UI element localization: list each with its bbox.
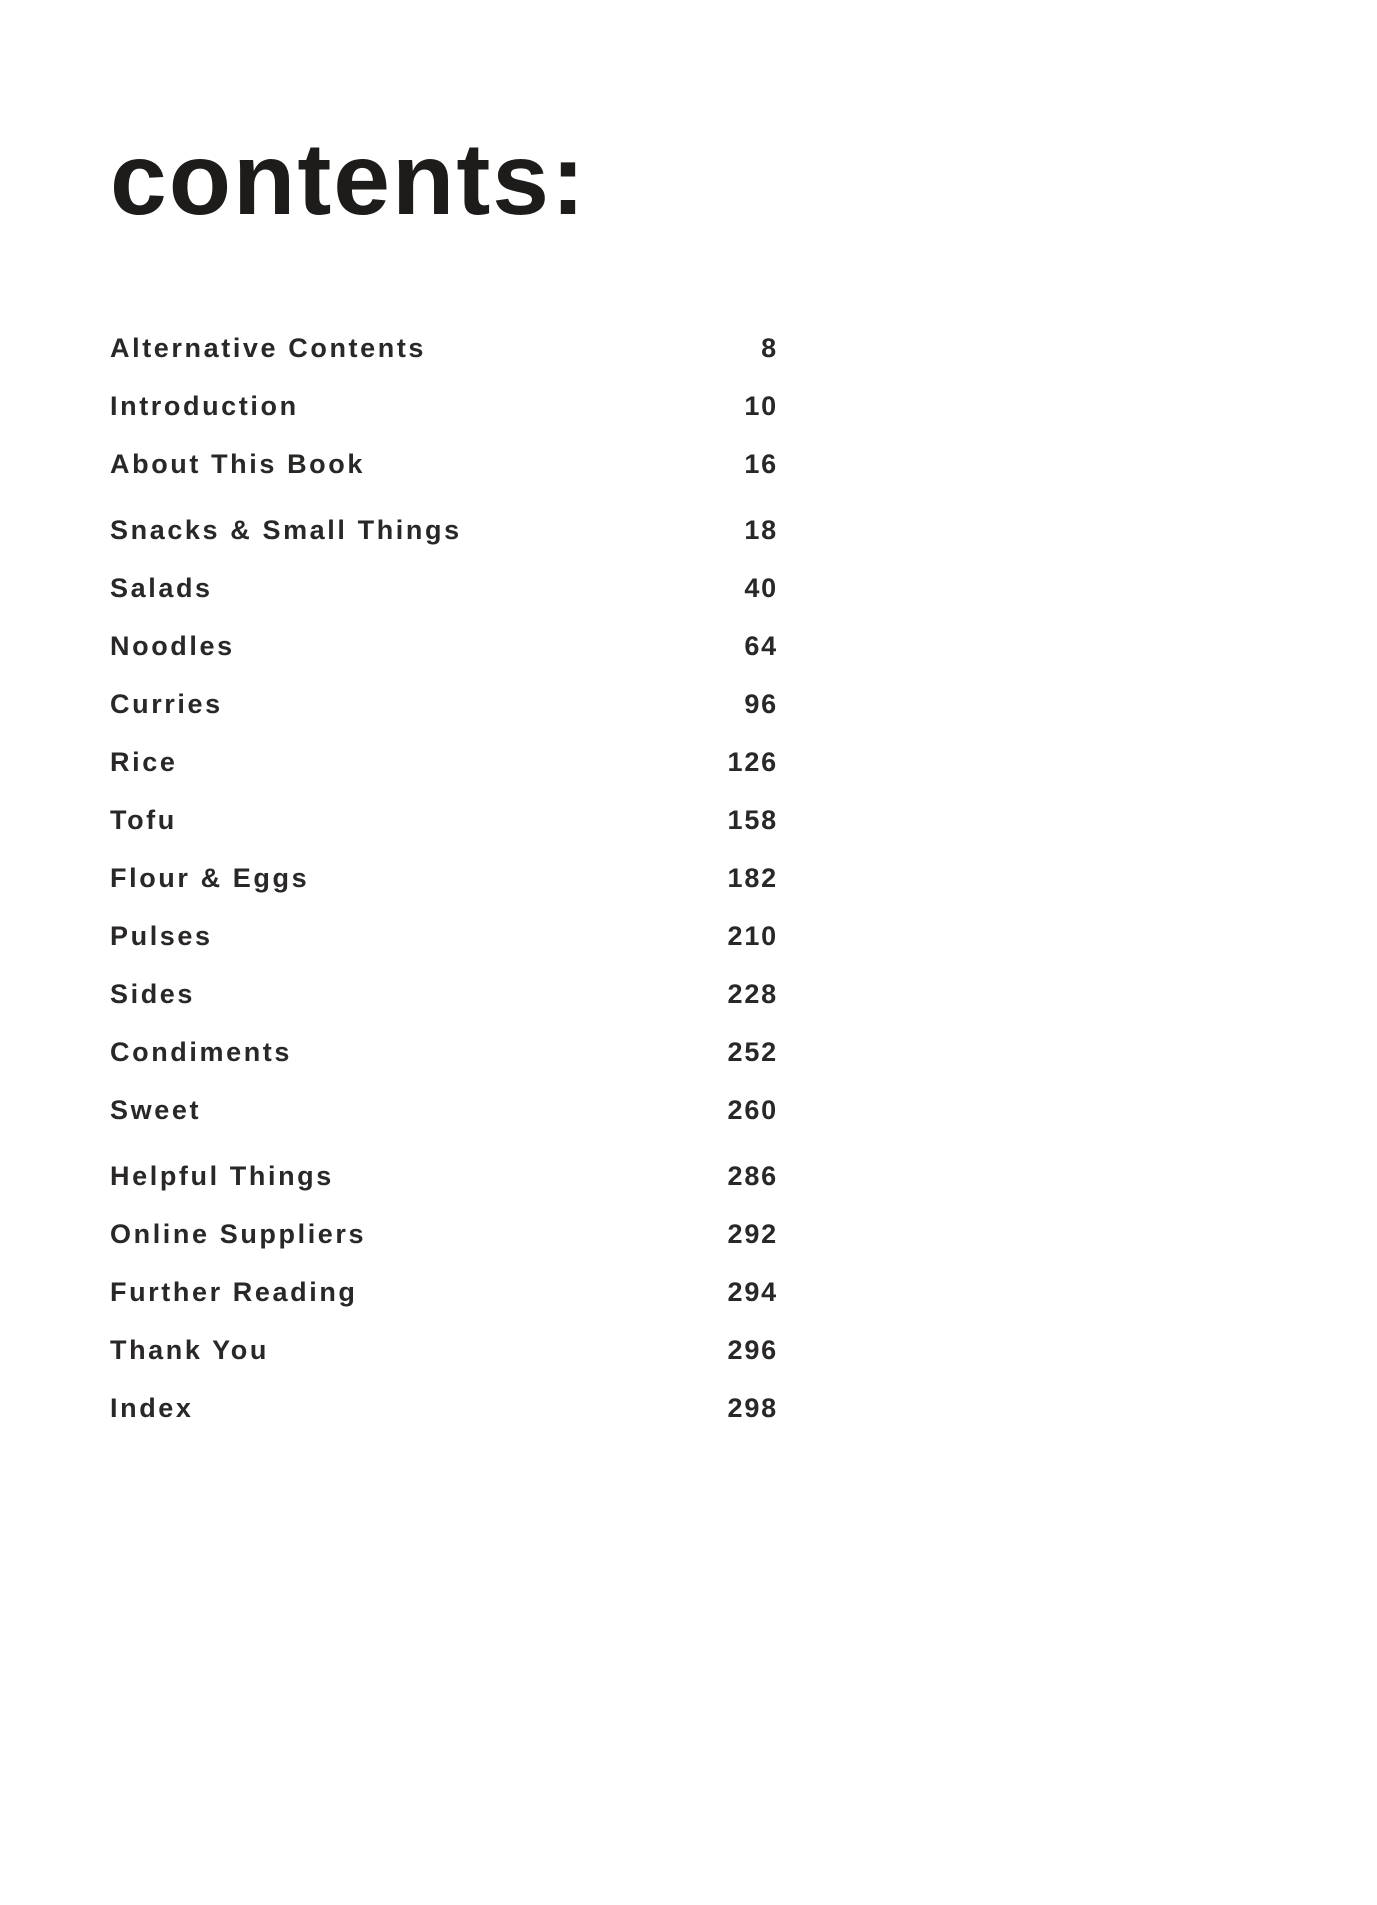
toc-entry: [110, 516, 778, 544]
toc-entry-page: 126: [727, 747, 778, 777]
toc-section-back-matter: [110, 1162, 778, 1422]
toc-entry-page: 294: [727, 1277, 778, 1307]
toc-entry: [110, 806, 778, 834]
toc-entry-label: Sweet: [110, 1095, 202, 1125]
toc-entry-page: 64: [744, 631, 778, 661]
toc-entry-label: Salads: [110, 573, 213, 603]
toc-entry: [110, 1278, 778, 1306]
toc-entry-page: 286: [727, 1161, 778, 1191]
toc-entry: [110, 392, 778, 420]
toc-entry: [110, 864, 778, 892]
toc-entry-page: 40: [744, 573, 778, 603]
toc-entry: [110, 1220, 778, 1248]
toc-entry-page: 298: [727, 1393, 778, 1423]
toc-entry-page: 296: [727, 1335, 778, 1365]
toc-entry: [110, 1096, 778, 1124]
toc-entry: [110, 334, 778, 362]
toc-entry-label: Online Suppliers: [110, 1219, 367, 1249]
toc-entry-page: 10: [744, 391, 778, 421]
toc-entry-page: 210: [727, 921, 778, 951]
toc-entry: [110, 980, 778, 1008]
toc-entry-page: 182: [727, 863, 778, 893]
toc-entry-label: Condiments: [110, 1037, 293, 1067]
toc-entry-label: Tofu: [110, 805, 177, 835]
toc-entry-page: 260: [727, 1095, 778, 1125]
page-title: contents:: [110, 122, 587, 236]
toc-entry-label: Curries: [110, 689, 223, 719]
toc-entry: [110, 922, 778, 950]
toc-entry-page: 16: [744, 449, 778, 479]
toc-entry-label: Snacks & Small Things: [110, 515, 462, 545]
toc-entry: [110, 1162, 778, 1190]
toc-entry-page: 228: [727, 979, 778, 1009]
toc-entry-label: Introduction: [110, 391, 299, 421]
toc-section-front-matter: [110, 334, 778, 478]
toc-entry-label: Rice: [110, 747, 178, 777]
toc-entry-label: Thank You: [110, 1335, 269, 1365]
toc-section-chapters: [110, 516, 778, 1124]
toc-entry: [110, 748, 778, 776]
toc-entry: [110, 574, 778, 602]
toc-entry: [110, 1336, 778, 1364]
toc-entry: [110, 450, 778, 478]
toc-entry-label: Index: [110, 1393, 194, 1423]
toc-entry-label: Further Reading: [110, 1277, 358, 1307]
toc-entry-label: Pulses: [110, 921, 213, 951]
toc-entry-label: Flour & Eggs: [110, 863, 310, 893]
toc-entry: [110, 690, 778, 718]
toc-entry-label: Alternative Contents: [110, 333, 427, 363]
toc-entry-label: Helpful Things: [110, 1161, 334, 1191]
toc-entry: [110, 1394, 778, 1422]
toc-entry-label: Noodles: [110, 631, 235, 661]
toc-entry: [110, 632, 778, 660]
toc-entry-page: 8: [761, 333, 778, 363]
toc-entry-page: 18: [744, 515, 778, 545]
toc-entry-page: 292: [727, 1219, 778, 1249]
toc-entry: [110, 1038, 778, 1066]
toc-entry-label: About This Book: [110, 449, 365, 479]
toc-entry-label: Sides: [110, 979, 196, 1009]
toc-entry-page: 252: [727, 1037, 778, 1067]
toc-entry-page: 158: [727, 805, 778, 835]
toc-list: [110, 334, 778, 1422]
toc-entry-page: 96: [744, 689, 778, 719]
